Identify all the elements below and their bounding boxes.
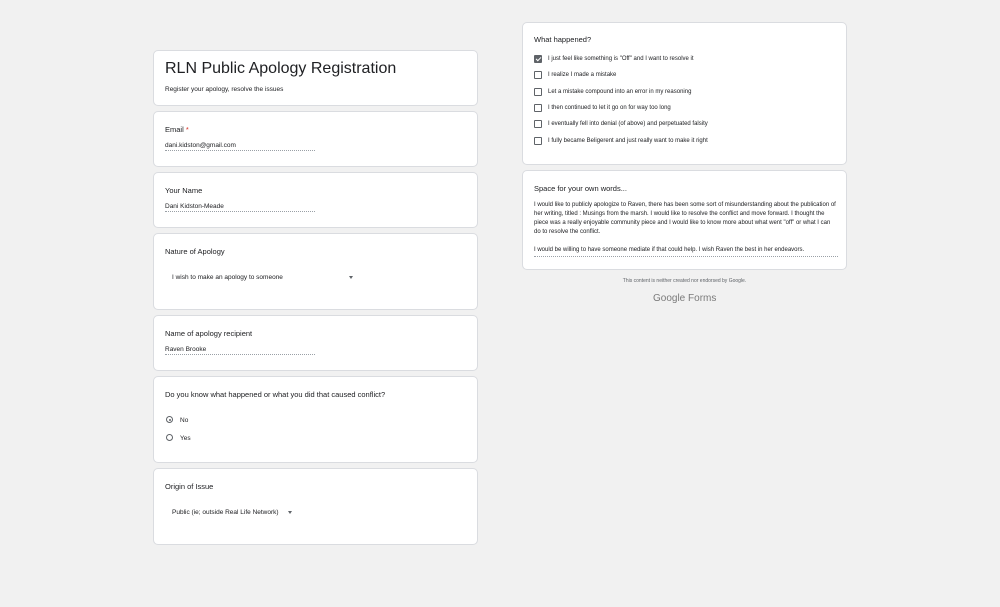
footer-disclaimer: This content is neither created nor endorsed by Google. xyxy=(622,278,747,284)
checkbox-compound-error[interactable] xyxy=(534,88,542,96)
checkbox-feel-off-label: I just feel like something is "Off" and I want to resolve it xyxy=(548,56,694,62)
email-field[interactable]: dani.kidston@gmail.com xyxy=(165,142,315,151)
recipient-field[interactable]: Raven Brooke xyxy=(165,346,315,355)
email-label: Email xyxy=(165,125,184,134)
what-happened-label: What happened? xyxy=(534,35,592,44)
checkbox-too-long-label: I then continued to let it go on for way too long xyxy=(548,105,671,111)
conflict-label: Do you know what happened or what you did that caused conflict? xyxy=(165,390,386,399)
radio-no[interactable] xyxy=(166,416,173,423)
chevron-down-icon xyxy=(349,276,353,279)
nature-dropdown[interactable] xyxy=(165,267,360,281)
what-happened-question-card xyxy=(522,22,847,165)
email-question-card xyxy=(153,111,478,167)
checkbox-realize-mistake[interactable] xyxy=(534,71,542,79)
own-words-textarea[interactable] xyxy=(534,201,838,257)
recipient-question-card xyxy=(153,315,478,371)
checkbox-make-right[interactable] xyxy=(534,137,542,145)
own-words-paragraph-2: I would be willing to have someone mediate if that could help. I wish Raven the best in her endeavors. xyxy=(534,247,805,253)
checkbox-denial[interactable] xyxy=(534,120,542,128)
form-description: Register your apology, resolve the issues xyxy=(165,86,284,93)
checkbox-compound-error-label: Let a mistake compound into an error in my reasoning xyxy=(548,89,692,95)
checkbox-realize-mistake-label: I realize I made a mistake xyxy=(548,72,617,78)
conflict-question-card xyxy=(153,376,478,463)
origin-selected-value: Public (ie; outside Real Life Network) xyxy=(172,509,279,516)
own-words-question-card xyxy=(522,170,847,270)
own-words-paragraph-1: I would like to publicly apologize to Raven, there has been some sort of misunderstanding about the publication of her writing, titled : Musings from the marsh. I would like to resolve the conflict and move forward. I thought the piece was a really enjoyable community piece and I would like to know more about what went "off" or what I can do to resolve the conflict. xyxy=(534,202,836,235)
email-label-row xyxy=(165,125,189,134)
recipient-label: Name of apology recipient xyxy=(165,329,253,338)
chevron-down-icon xyxy=(288,511,292,514)
form-title: RLN Public Apology Registration xyxy=(165,60,397,77)
origin-question-card xyxy=(153,468,478,545)
radio-no-label: No xyxy=(180,417,189,424)
your-name-label: Your Name xyxy=(165,186,203,195)
nature-question-card xyxy=(153,233,478,310)
checkbox-make-right-label: I fully became Beligerent and just really want to make it right xyxy=(548,138,708,144)
your-name-field[interactable]: Dani Kidston-Meade xyxy=(165,203,315,212)
checkbox-denial-label: I eventually fell into denial (of above) and perpetuated falsity xyxy=(548,121,708,127)
origin-label: Origin of Issue xyxy=(165,482,214,491)
checkbox-too-long[interactable] xyxy=(534,104,542,112)
nature-selected-value: I wish to make an apology to someone xyxy=(172,274,283,281)
origin-dropdown[interactable] xyxy=(165,505,300,519)
radio-yes-label: Yes xyxy=(180,435,191,442)
radio-yes[interactable] xyxy=(166,434,173,441)
nature-label: Nature of Apology xyxy=(165,247,225,256)
google-forms-logo xyxy=(653,293,716,304)
checkbox-feel-off[interactable] xyxy=(534,55,542,63)
google-forms-logo-text: Google Forms xyxy=(653,293,717,304)
own-words-label: Space for your own words... xyxy=(534,184,627,193)
required-mark: * xyxy=(185,125,189,134)
your-name-question-card xyxy=(153,172,478,228)
form-header-card xyxy=(153,50,478,106)
